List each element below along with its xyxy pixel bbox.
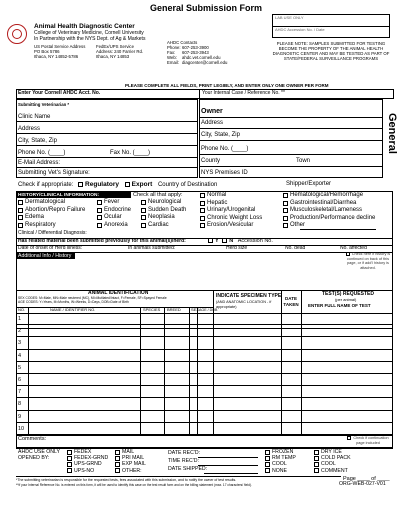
history-continued-text: Check here if history is continued on back of this page, or if add'l history is attached.	[346, 252, 391, 271]
fedex-label: FEDEX	[74, 449, 92, 455]
endocrine-label: Endocrine	[104, 206, 132, 213]
exp-mail-checkbox[interactable]	[115, 462, 120, 467]
neurological-checkbox[interactable]	[141, 200, 146, 205]
ocular-label: Ocular	[104, 214, 122, 220]
table-row[interactable]	[16, 386, 393, 398]
vet-signature-field[interactable]: Submitting Vet's Signature:	[18, 170, 90, 176]
mail-label: MAIL	[122, 449, 135, 455]
table-row[interactable]	[16, 337, 393, 349]
footnote-submitter: *The submitting veterinarian is responsible for the requested tests, fees associated with this submission, and to notify the owner of test results.	[16, 478, 237, 482]
tests-subheader2: ENTER FULL NAME OF TEST	[308, 303, 371, 308]
fedex-checkbox[interactable]	[67, 450, 72, 455]
col-sex: SEX	[191, 307, 200, 312]
fedex-line2: Ithaca, NY 14853	[96, 54, 130, 59]
table-row[interactable]	[16, 325, 393, 337]
comment-checkbox[interactable]	[314, 468, 319, 473]
web-label: Web:	[167, 55, 177, 60]
cornell-seal-logo	[7, 24, 27, 44]
owner-county-field[interactable]: County	[201, 158, 221, 164]
owner-label: Owner	[201, 108, 223, 115]
temp-options	[265, 449, 296, 474]
date-shipped-field[interactable]: DATE SHIPPED:	[168, 466, 208, 472]
lab-use-label: LAB USE ONLY	[275, 15, 304, 20]
center-college: College of Veterinary Medicine, Cornell University	[34, 30, 144, 36]
table-row[interactable]	[16, 350, 393, 362]
cold-pack-label: COLD PACK	[321, 455, 351, 462]
packing-options	[314, 449, 351, 474]
accession-label: AHDC Accession No. / Date	[275, 27, 325, 32]
gastrointestinal-checkbox[interactable]	[283, 201, 288, 206]
shipper-exporter-field[interactable]: Shipper/Exporter	[286, 181, 332, 187]
no-label: N	[229, 238, 234, 244]
property-notice: PLEASE NOTE: SAMPLES SUBMITTED FOR TESTING BECOME THE PROPERTY OF THE ANIMAL HEALTH DIAGNOSTIC CENTER AND MAY BE TESTED AS PART OF STATE/FEDERAL SURVEILLANCE PROGRAMS	[272, 41, 390, 62]
row-number: 5	[18, 364, 22, 371]
dermatological-label: Dermatological	[25, 199, 66, 205]
previous-yes-checkbox[interactable]	[208, 238, 213, 243]
center-partner: In Partnership with the NYS Dept. of Ag & Markets	[34, 36, 146, 42]
check-appropriate-label: Check if appropriate:	[18, 182, 74, 188]
respiratory-checkbox[interactable]	[18, 223, 23, 228]
history-header: HISTORY/CLINICAL INFORMATION:	[18, 192, 100, 198]
production-label: Production/Performance decline	[290, 214, 376, 221]
page-title: General Submission Form	[150, 3, 263, 13]
rm-temp-label: RM TEMP	[272, 455, 296, 462]
hepatic-label: Hepatic	[207, 199, 228, 206]
history-col1	[18, 199, 85, 229]
abortion-label: Abortion/Repro Failure	[25, 206, 86, 213]
mail-checkbox[interactable]	[115, 450, 120, 455]
none-checkbox[interactable]	[265, 468, 270, 473]
regulatory-checkbox[interactable]	[78, 182, 83, 187]
submitter-fax-field[interactable]: Fax No. (____)	[110, 150, 151, 156]
respiratory-label: Respiratory	[25, 221, 56, 228]
dermatological-checkbox[interactable]	[18, 200, 23, 205]
other-label: Other	[290, 222, 306, 228]
usps-line1: PO Box 5786	[34, 49, 60, 54]
ups-no-checkbox[interactable]	[67, 468, 72, 473]
table-row[interactable]	[16, 374, 393, 386]
tests-header: TEST(S) REQUESTED	[322, 291, 374, 297]
no-dead-field[interactable]: No. dead	[285, 245, 306, 251]
date-taken-header: DATE TAKEN	[283, 296, 299, 307]
account-label: Enter Your Cornell AHDC Acct. No.	[18, 90, 101, 96]
comments-label: Comments:	[18, 436, 47, 442]
comment-label: COMMENT	[321, 467, 348, 474]
row-number: 10	[18, 425, 25, 432]
erosion-label: Erosion/Vesicular	[207, 222, 254, 228]
fedex-line1: Address: 240 Farrier Rd.	[96, 49, 144, 54]
normal-label: Normal	[207, 192, 227, 198]
nys-premises-id-field[interactable]: NYS Premises ID	[201, 170, 248, 176]
center-name: Animal Health Diagnostic Center	[34, 23, 135, 30]
phone-label: Phone:	[167, 45, 181, 50]
fedex-heading: FedEx/UPS Service	[96, 44, 134, 49]
history-col2	[97, 199, 131, 229]
instructions: PLEASE COMPLETE ALL FIELDS, PRINT LEGIBLY, AND ENTER ONLY ONE OWNER PER FORM	[125, 83, 329, 88]
ups-grnd-checkbox[interactable]	[67, 462, 72, 467]
submitter-email-field[interactable]: E-Mail Address:	[18, 160, 61, 166]
col-name: NAME / IDENTIFIER NO.	[50, 307, 96, 312]
owner-city-field[interactable]: City, State, Zip	[201, 132, 240, 138]
continuation-note	[344, 436, 392, 445]
pri-mail-checkbox[interactable]	[115, 456, 120, 461]
ahdc-use-label: AHDC USE ONLY	[18, 449, 60, 455]
submitter-city-field[interactable]: City, State, Zip	[18, 138, 57, 144]
date-recd-field[interactable]: DATE REC'D:	[168, 450, 201, 456]
web-value: ahdc.vet.cornell.edu	[182, 55, 221, 60]
yes-label: Y	[215, 238, 219, 244]
edema-label: Edema	[25, 214, 45, 220]
animal-id-header: ANIMAL IDENTIFICATION	[88, 290, 149, 296]
owner-phone-field[interactable]: Phone No. (____)	[201, 146, 249, 152]
neoplasia-label: Neoplasia	[148, 214, 175, 220]
gastrointestinal-label: Gastrointestinal/Diarrhea	[290, 199, 357, 206]
ups-grnd-label: UPS-GRND	[74, 461, 102, 468]
mail-options	[115, 449, 146, 474]
other-mail-label: OTHER:	[122, 467, 142, 474]
cool-label: COOL	[272, 461, 287, 468]
table-row[interactable]	[16, 423, 393, 435]
owner-town-field[interactable]: Town	[296, 158, 311, 164]
row-number: 8	[18, 401, 22, 408]
footnote-reference: **If your Internal Reference No. is entered on this form, it will be used to identify this case on the test result form and on the billing statement (max. 17 characters/ field).	[16, 483, 252, 487]
contacts-heading: AHDC Contacts	[167, 40, 198, 45]
row-number: 3	[18, 340, 22, 347]
accession-field[interactable]: Accession No.	[237, 238, 273, 244]
email-value: diagcenter@cornell.edu	[182, 60, 228, 65]
country-destination-field[interactable]: Country of Destination	[157, 182, 218, 188]
row-number: 4	[18, 352, 22, 359]
history-continued-checkbox[interactable]	[346, 252, 350, 256]
normal-checkbox[interactable]	[200, 193, 205, 198]
frozen-checkbox[interactable]	[265, 450, 270, 455]
hepatic-checkbox[interactable]	[200, 201, 205, 206]
row-number: 1	[18, 316, 22, 322]
musculoskeletal-label: Musculoskeletal/Lameness	[290, 207, 363, 213]
anorexia-label: Anorexia	[104, 221, 128, 228]
clinic-name-field[interactable]: Clinic Name	[18, 114, 51, 120]
row-number: 6	[18, 377, 22, 383]
sudden-death-label: Sudden Death	[148, 206, 187, 213]
cardiac-checkbox[interactable]	[141, 223, 146, 228]
dry-ice-label: DRY ICE	[321, 449, 342, 455]
time-recd-field[interactable]: TIME REC'D:	[168, 458, 199, 464]
page-of-label: of	[371, 476, 376, 482]
history-col4	[200, 192, 262, 230]
continuation-checkbox[interactable]	[347, 436, 351, 440]
erosion-checkbox[interactable]	[200, 223, 205, 228]
previous-submission-yn	[208, 238, 273, 244]
col-species: SPECIES	[143, 307, 161, 312]
reference-label: Your Internal Case / Reference No. **	[202, 90, 285, 96]
ocular-checkbox[interactable]	[97, 215, 102, 220]
submitter-address-field[interactable]: Address	[18, 126, 41, 132]
fedex-grnd-label: FEDEX-GRND	[74, 455, 109, 462]
history-col3	[141, 199, 186, 229]
urinary-label: Urinary/Urogenital	[207, 207, 256, 213]
edema-checkbox[interactable]	[18, 215, 23, 220]
lab-use-box	[272, 14, 390, 38]
previous-no-checkbox[interactable]	[222, 238, 227, 243]
cool-pack-checkbox[interactable]	[314, 462, 319, 467]
production-checkbox[interactable]	[283, 216, 288, 221]
fax-label: Fax:	[167, 50, 176, 55]
chronic-weight-loss-label: Chronic Weight Loss	[207, 214, 263, 221]
abortion-checkbox[interactable]	[18, 208, 23, 213]
urinary-checkbox[interactable]	[200, 208, 205, 213]
owner-address-field[interactable]: Address	[201, 120, 224, 126]
phone-value: 607-253-3900	[182, 45, 209, 50]
col-age: AGE / DOB	[199, 308, 218, 312]
regulatory-label: Regulatory	[85, 181, 119, 188]
musculoskeletal-checkbox[interactable]	[283, 208, 288, 213]
hematological-checkbox[interactable]	[283, 193, 288, 198]
col-breed: BREED	[167, 307, 181, 312]
frozen-label: FROZEN	[272, 449, 294, 455]
fever-label: Fever	[104, 199, 120, 205]
chronic-weight-loss-checkbox[interactable]	[200, 216, 205, 221]
onset-date-field[interactable]: Date of onset of Herd illness:	[18, 245, 83, 251]
anorexia-checkbox[interactable]	[97, 223, 102, 228]
sudden-death-checkbox[interactable]	[141, 208, 146, 213]
check-appropriate-row	[18, 181, 217, 189]
in-animals-submitted-field[interactable]: In animals submitted:	[128, 245, 176, 251]
table-row[interactable]	[16, 362, 393, 374]
specimen-header: INDICATE SPECIMEN TYPE	[216, 293, 282, 299]
opened-by-label[interactable]: OPENED BY:	[18, 455, 50, 461]
cold-pack-checkbox[interactable]	[314, 456, 319, 461]
continuation-text: Check if continuation page included	[353, 436, 389, 445]
row-number: 7	[18, 389, 22, 396]
sex-codes-note: SEX CODES: M=Male, MN=Male neutered (MC), MI=Mutilated/Intact, F=Female, SF=Spayed Female	[18, 296, 167, 300]
clinical-diagnosis-field[interactable]: Clinical / Differential Diagnosis:	[18, 230, 87, 236]
page-number: Page ____ of ____	[343, 476, 390, 482]
comments-box[interactable]	[16, 435, 393, 448]
table-row[interactable]	[16, 313, 393, 325]
additional-info-header: Additional Info / History	[18, 252, 72, 259]
specimen-subheader: (AND ANATOMIC LOCATION - if appropriate)	[216, 300, 272, 309]
history-col5	[283, 192, 375, 230]
other-checkbox[interactable]	[283, 223, 288, 228]
other-mail-checkbox[interactable]	[115, 468, 120, 473]
dry-ice-checkbox[interactable]	[314, 450, 319, 455]
none-label: NONE	[272, 467, 287, 474]
form-number: ORG-WEB-027-V01	[339, 481, 386, 487]
neurological-label: Neurological	[148, 199, 182, 205]
export-checkbox[interactable]	[125, 182, 130, 187]
usps-heading: US Postal Service Address	[34, 44, 86, 49]
history-continued-note	[344, 252, 392, 271]
cool-checkbox[interactable]	[265, 462, 270, 467]
page-label: Page	[343, 476, 356, 482]
submitter-phone-field[interactable]: Phone No. (____)	[18, 150, 66, 156]
age-codes-note: AGE CODES: Y=Years, M=Months, W=Weeks, D=Days, DOB=Date of Birth	[18, 300, 129, 304]
shipping-carrier-options	[67, 449, 108, 474]
general-side-tab: General	[386, 112, 398, 154]
no-affected-field[interactable]: No. affected	[340, 245, 367, 251]
table-row[interactable]	[16, 411, 393, 423]
email-label: Email:	[167, 60, 179, 65]
usps-line2: Ithaca, NY 14852-5786	[34, 54, 79, 59]
fever-checkbox[interactable]	[97, 200, 102, 205]
col-no: NO.	[18, 307, 26, 312]
hematological-label: Hematological/Hemorrhage	[290, 192, 364, 198]
pri-mail-label: PRI MAIL	[122, 455, 145, 462]
ups-no-label: UPS-NO	[74, 467, 95, 474]
cardiac-label: Cardiac	[148, 221, 169, 228]
fedex-grnd-checkbox[interactable]	[67, 456, 72, 461]
fax-value: 607-253-3943	[182, 50, 209, 55]
submitter-label: Submitting Veterinarian *	[18, 102, 70, 107]
cool-pack-label: COOL	[321, 461, 336, 468]
row-number: 2	[18, 328, 22, 335]
herd-size-field[interactable]: Herd size	[226, 245, 248, 251]
rm-temp-checkbox[interactable]	[265, 456, 270, 461]
export-label: Export	[131, 181, 153, 188]
table-row[interactable]	[16, 398, 393, 410]
tests-subheader: (per animal)	[335, 297, 357, 302]
check-all-label: Check all that apply:	[133, 192, 183, 198]
endocrine-checkbox[interactable]	[97, 208, 102, 213]
previous-submission-question: Has related material been submitted previously for this animal(s)/herd:	[18, 238, 186, 244]
row-number: 9	[18, 413, 22, 420]
neoplasia-checkbox[interactable]	[141, 215, 146, 220]
exp-mail-label: EXP MAIL	[122, 461, 146, 468]
